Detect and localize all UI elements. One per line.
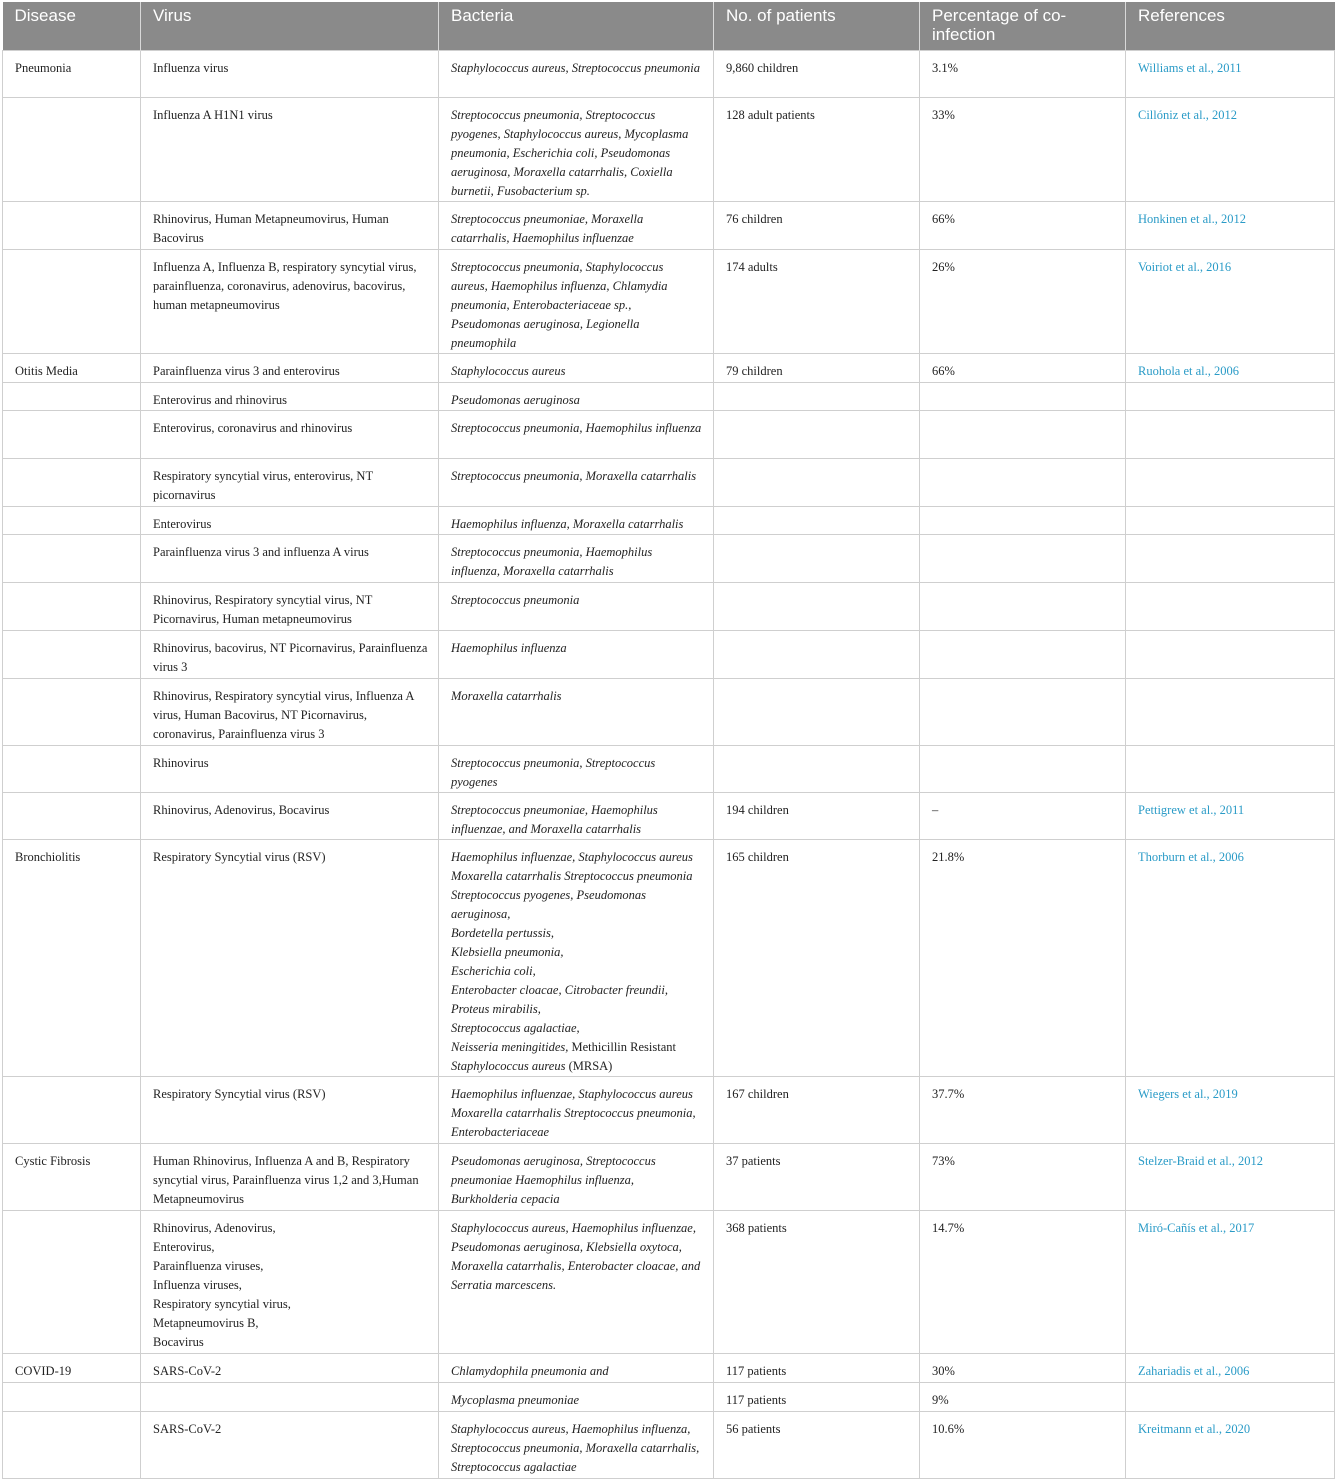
table-row <box>3 631 1335 679</box>
bacteria-cell: Staphylococcus aureus, Streptococcus pneumonia <box>439 51 714 98</box>
patients-cell: 9,860 children <box>714 51 920 98</box>
reference-link[interactable]: Stelzer-Braid et al., 2012 <box>1126 1144 1335 1211</box>
table-row <box>3 840 1335 1077</box>
reference-link <box>1126 746 1335 793</box>
bacteria-cell: Haemophilus influenza, Moraxella catarrhalis <box>439 507 714 535</box>
reference-link[interactable]: Thorburn et al., 2006 <box>1126 840 1335 1077</box>
percentage-cell: 3.1% <box>920 51 1126 98</box>
table-row <box>3 51 1335 98</box>
table-row <box>3 1412 1335 1479</box>
bacteria-cell: Streptococcus pneumonia, Streptococcus pyogenes, Staphylococcus aureus, Mycoplasma pneumonia, Escherichia coli, Pseudomonas aeruginosa, Moraxella catarrhalis, Coxiella burnetii, Fusobacterium sp. <box>439 98 714 202</box>
disease-cell <box>3 1383 141 1412</box>
table-row <box>3 1354 1335 1383</box>
disease-cell <box>3 631 141 679</box>
virus-cell <box>141 1383 439 1412</box>
reference-link <box>1126 1383 1335 1412</box>
percentage-cell: 37.7% <box>920 1077 1126 1144</box>
table-row <box>3 679 1335 746</box>
patients-cell: 79 children <box>714 354 920 383</box>
header-bacteria: Bacteria <box>439 2 714 51</box>
reference-link <box>1126 583 1335 631</box>
patients-cell: 174 adults <box>714 250 920 354</box>
virus-cell: Rhinovirus, bacovirus, NT Picornavirus, Parainfluenza virus 3 <box>141 631 439 679</box>
reference-link <box>1126 459 1335 507</box>
table-row <box>3 1383 1335 1412</box>
reference-link[interactable]: Voiriot et al., 2016 <box>1126 250 1335 354</box>
bacteria-cell: Staphylococcus aureus, Haemophilus influenzae, Pseudomonas aeruginosa, Klebsiella oxytoca, Moraxella catarrhalis, Enterobacter cloacae, and Serratia marcescens. <box>439 1211 714 1354</box>
reference-link[interactable]: Wiegers et al., 2019 <box>1126 1077 1335 1144</box>
reference-link[interactable]: Kreitmann et al., 2020 <box>1126 1412 1335 1479</box>
header-row <box>3 2 1335 51</box>
virus-cell: SARS-CoV-2 <box>141 1412 439 1479</box>
table-row <box>3 411 1335 459</box>
virus-cell: Enterovirus, coronavirus and rhinovirus <box>141 411 439 459</box>
disease-cell <box>3 459 141 507</box>
virus-cell: Respiratory Syncytial virus (RSV) <box>141 1077 439 1144</box>
percentage-cell <box>920 535 1126 583</box>
virus-cell: Rhinovirus <box>141 746 439 793</box>
bacteria-cell: Streptococcus pneumonia, Haemophilus influenza <box>439 411 714 459</box>
reference-link <box>1126 507 1335 535</box>
patients-cell: 76 children <box>714 202 920 250</box>
virus-cell: Rhinovirus, Respiratory syncytial virus, NT Picornavirus, Human metapneumovirus <box>141 583 439 631</box>
patients-cell <box>714 583 920 631</box>
disease-cell <box>3 507 141 535</box>
percentage-cell: 9% <box>920 1383 1126 1412</box>
disease-cell <box>3 98 141 202</box>
patients-cell: 117 patients <box>714 1383 920 1412</box>
patients-cell: 167 children <box>714 1077 920 1144</box>
bacteria-cell: Pseudomonas aeruginosa <box>439 383 714 411</box>
virus-cell: Respiratory Syncytial virus (RSV) <box>141 840 439 1077</box>
percentage-cell <box>920 411 1126 459</box>
bacteria-cell: Mycoplasma pneumoniae <box>439 1383 714 1412</box>
percentage-cell <box>920 583 1126 631</box>
patients-cell: 368 patients <box>714 1211 920 1354</box>
table-row <box>3 1144 1335 1211</box>
percentage-cell: – <box>920 793 1126 840</box>
bacteria-cell: Pseudomonas aeruginosa, Streptococcus pneumoniae Haemophilus influenza, Burkholderia cepacia <box>439 1144 714 1211</box>
disease-cell <box>3 1211 141 1354</box>
patients-cell <box>714 631 920 679</box>
table-row <box>3 459 1335 507</box>
co-infection-table <box>2 2 1335 1479</box>
reference-link <box>1126 411 1335 459</box>
table-row <box>3 354 1335 383</box>
percentage-cell <box>920 746 1126 793</box>
reference-link <box>1126 383 1335 411</box>
reference-link[interactable]: Cillóniz et al., 2012 <box>1126 98 1335 202</box>
disease-cell <box>3 1412 141 1479</box>
percentage-cell: 33% <box>920 98 1126 202</box>
reference-link <box>1126 631 1335 679</box>
patients-cell <box>714 507 920 535</box>
disease-cell: Bronchiolitis <box>3 840 141 1077</box>
reference-link[interactable]: Ruohola et al., 2006 <box>1126 354 1335 383</box>
percentage-cell <box>920 459 1126 507</box>
table-row <box>3 507 1335 535</box>
percentage-cell: 30% <box>920 1354 1126 1383</box>
bacteria-cell: Streptococcus pneumoniae, Haemophilus influenzae, and Moraxella catarrhalis <box>439 793 714 840</box>
virus-cell: SARS-CoV-2 <box>141 1354 439 1383</box>
virus-cell: Enterovirus and rhinovirus <box>141 383 439 411</box>
percentage-cell <box>920 679 1126 746</box>
percentage-cell: 14.7% <box>920 1211 1126 1354</box>
percentage-cell: 66% <box>920 202 1126 250</box>
percentage-cell: 66% <box>920 354 1126 383</box>
table-row <box>3 583 1335 631</box>
table-row <box>3 250 1335 354</box>
disease-cell <box>3 793 141 840</box>
virus-cell: Rhinovirus, Adenovirus, Bocavirus <box>141 793 439 840</box>
bacteria-cell: Haemophilus influenza <box>439 631 714 679</box>
percentage-cell: 26% <box>920 250 1126 354</box>
bacteria-cell: Streptococcus pneumonia <box>439 583 714 631</box>
percentage-cell: 10.6% <box>920 1412 1126 1479</box>
header-disease: Disease <box>3 2 141 51</box>
disease-cell <box>3 583 141 631</box>
header-patients: No. of patients <box>714 2 920 51</box>
disease-cell <box>3 535 141 583</box>
disease-cell <box>3 202 141 250</box>
disease-cell: Otitis Media <box>3 354 141 383</box>
disease-cell <box>3 746 141 793</box>
patients-cell: 165 children <box>714 840 920 1077</box>
disease-cell <box>3 383 141 411</box>
table-row <box>3 746 1335 793</box>
disease-cell <box>3 1077 141 1144</box>
table-row <box>3 1077 1335 1144</box>
disease-cell: COVID-19 <box>3 1354 141 1383</box>
percentage-cell <box>920 631 1126 679</box>
bacteria-cell: Streptococcus pneumonia, Haemophilus influenza, Moraxella catarrhalis <box>439 535 714 583</box>
bacteria-cell: Streptococcus pneumonia, Streptococcus pyogenes <box>439 746 714 793</box>
bacteria-cell: Staphylococcus aureus <box>439 354 714 383</box>
patients-cell: 194 children <box>714 793 920 840</box>
patients-cell <box>714 535 920 583</box>
bacteria-cell: Haemophilus influenzae, Staphylococcus aureus Moxarella catarrhalis Streptococcus pneumonia Streptococcus pyogenes, Pseudomonas aeruginosa, Bordetella pertussis, Klebsiella pneumonia, Escherichia coli, Enterobacter cloacae, Citrobacter freundii, Proteus mirabilis, Streptococcus agalactiae, Neisseria meningitides, Methicillin Resistant Staphylococcus aureus (MRSA) <box>439 840 714 1077</box>
disease-cell <box>3 250 141 354</box>
disease-cell <box>3 411 141 459</box>
patients-cell <box>714 746 920 793</box>
header-references: References <box>1126 2 1335 51</box>
virus-cell: Rhinovirus, Human Metapneumovirus, Human Bacovirus <box>141 202 439 250</box>
reference-link[interactable]: Honkinen et al., 2012 <box>1126 202 1335 250</box>
patients-cell <box>714 679 920 746</box>
patients-cell <box>714 383 920 411</box>
virus-cell: Parainfluenza virus 3 and influenza A virus <box>141 535 439 583</box>
reference-link[interactable]: Williams et al., 2011 <box>1126 51 1335 98</box>
reference-link <box>1126 535 1335 583</box>
patients-cell: 37 patients <box>714 1144 920 1211</box>
table-row <box>3 535 1335 583</box>
percentage-cell <box>920 383 1126 411</box>
percentage-cell: 21.8% <box>920 840 1126 1077</box>
virus-cell: Human Rhinovirus, Influenza A and B, Respiratory syncytial virus, Parainfluenza virus 1,2 and 3,Human Metapneumovirus <box>141 1144 439 1211</box>
disease-cell: Pneumonia <box>3 51 141 98</box>
patients-cell <box>714 459 920 507</box>
virus-cell: Rhinovirus, Respiratory syncytial virus, Influenza A virus, Human Bacovirus, NT Picornavirus, coronavirus, Parainfluenza virus 3 <box>141 679 439 746</box>
table-row <box>3 793 1335 840</box>
bacteria-cell: Streptococcus pneumonia, Moraxella catarrhalis <box>439 459 714 507</box>
virus-cell: Rhinovirus, Adenovirus, Enterovirus, Parainfluenza viruses, Influenza viruses, Respiratory syncytial virus, Metapneumovirus B, Bocavirus <box>141 1211 439 1354</box>
table-row <box>3 1211 1335 1354</box>
patients-cell <box>714 411 920 459</box>
bacteria-cell: Staphylococcus aureus, Haemophilus influenza, Streptococcus pneumonia, Moraxella catarrhalis, Streptococcus agalactiae <box>439 1412 714 1479</box>
virus-cell: Parainfluenza virus 3 and enterovirus <box>141 354 439 383</box>
bacteria-cell: Moraxella catarrhalis <box>439 679 714 746</box>
percentage-cell: 73% <box>920 1144 1126 1211</box>
header-virus: Virus <box>141 2 439 51</box>
percentage-cell <box>920 507 1126 535</box>
patients-cell: 117 patients <box>714 1354 920 1383</box>
reference-link[interactable]: Miró-Cañís et al., 2017 <box>1126 1211 1335 1354</box>
patients-cell: 56 patients <box>714 1412 920 1479</box>
virus-cell: Enterovirus <box>141 507 439 535</box>
reference-link[interactable]: Zahariadis et al., 2006 <box>1126 1354 1335 1383</box>
virus-cell: Respiratory syncytial virus, enterovirus, NT picornavirus <box>141 459 439 507</box>
virus-cell: Influenza A, Influenza B, respiratory syncytial virus, parainfluenza, coronavirus, adenovirus, bacovirus, human metapneumovirus <box>141 250 439 354</box>
bacteria-cell: Streptococcus pneumonia, Staphylococcus aureus, Haemophilus influenza, Chlamydia pneumonia, Enterobacteriaceae sp., Pseudomonas aeruginosa, Legionella pneumophila <box>439 250 714 354</box>
virus-cell: Influenza A H1N1 virus <box>141 98 439 202</box>
bacteria-cell: Chlamydophila pneumonia and <box>439 1354 714 1383</box>
header-percentage: Percentage of co-infection <box>920 2 1126 51</box>
reference-link[interactable]: Pettigrew et al., 2011 <box>1126 793 1335 840</box>
disease-cell <box>3 679 141 746</box>
table-row <box>3 383 1335 411</box>
table-row <box>3 202 1335 250</box>
bacteria-cell: Haemophilus influenzae, Staphylococcus aureus Moxarella catarrhalis Streptococcus pneumonia, Enterobacteriaceae <box>439 1077 714 1144</box>
table-row <box>3 98 1335 202</box>
patients-cell: 128 adult patients <box>714 98 920 202</box>
reference-link <box>1126 679 1335 746</box>
virus-cell: Influenza virus <box>141 51 439 98</box>
bacteria-cell: Streptococcus pneumoniae, Moraxella catarrhalis, Haemophilus influenzae <box>439 202 714 250</box>
co-infection-table-container <box>2 2 1334 1479</box>
disease-cell: Cystic Fibrosis <box>3 1144 141 1211</box>
